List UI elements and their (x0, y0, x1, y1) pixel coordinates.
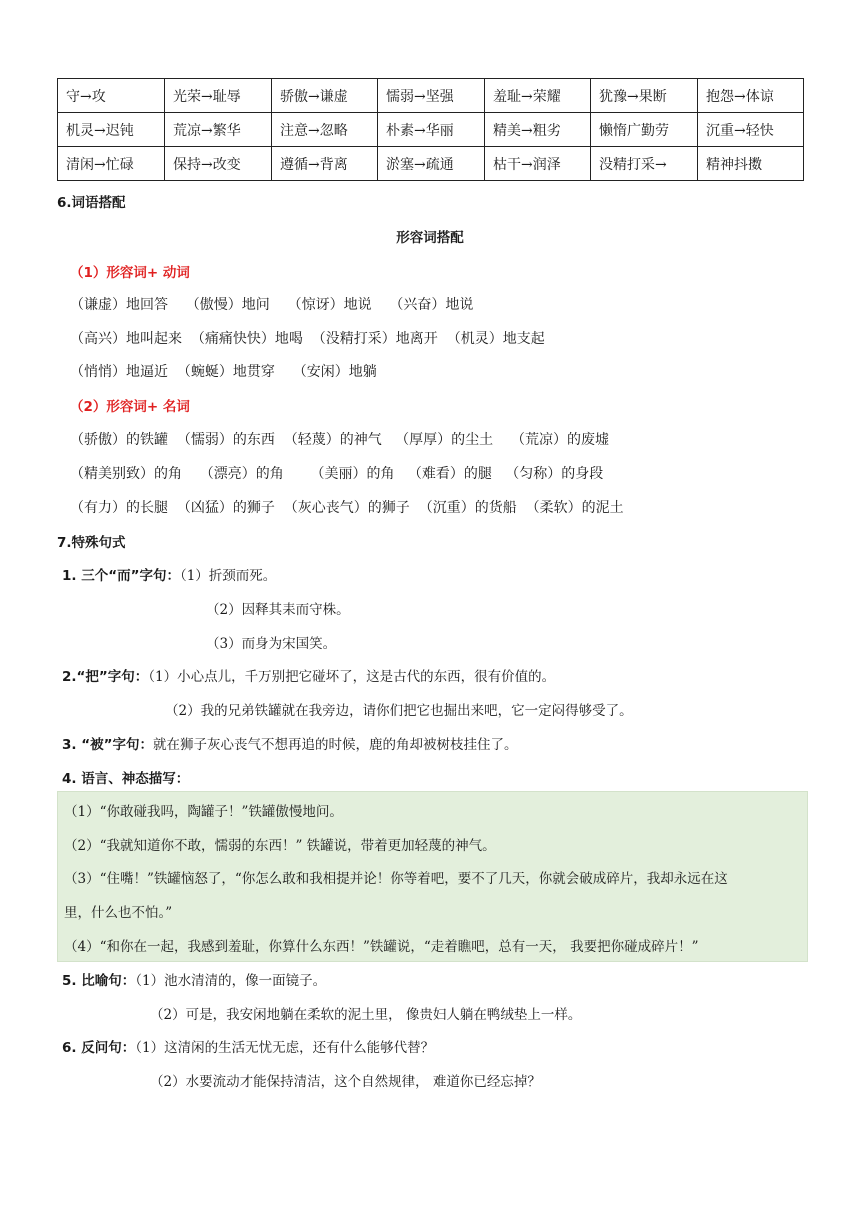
sentence-line (62, 733, 517, 753)
sentence-lead: 5. 比喻句： (62, 973, 136, 989)
text-line: （精美别致）的角 （漂亮）的角 （美丽）的角 （难看）的腿 （匀称）的身段 (70, 466, 604, 482)
quote-line: （4）“和你在一起，我感到羞耻，你算什么东西！”铁罐说，“走着瞧吧，总有一天， 我要把你碰成碎片！” (64, 939, 699, 955)
text-line: （有力）的长腿 （凶猛）的狮子 （灰心丧气）的狮子 （沉重）的货船 （柔软）的泥土 (70, 500, 624, 516)
sentence-line (150, 1070, 541, 1090)
sentence-lead: 2.“把”字句： (62, 669, 149, 685)
antonym-cell: 懦弱→坚强 (378, 79, 485, 113)
sentence-lead: 1. 三个“而”字句： (62, 568, 180, 584)
sentence-line (165, 699, 633, 719)
sentence-lead: 6. 反问句： (62, 1040, 136, 1056)
sentence-text: （2）因释其耒而守株。 (206, 602, 350, 618)
antonym-cell: 光荣→耻辱 (165, 79, 272, 113)
subheading: （1）形容词+ 动词 (70, 265, 190, 281)
sentence-line (150, 1003, 581, 1023)
sentence-line (62, 969, 326, 989)
text-line: （谦虚）地回答 （傲慢）地问 （惊讶）地说 （兴奋）地说 (70, 297, 474, 313)
antonym-cell: 懒惰⼴勤劳 (591, 113, 698, 147)
sentence-line (206, 632, 336, 652)
antonym-cell: 朴素→华丽 (378, 113, 485, 147)
quote-line: （2）“我就知道你不敢，懦弱的东西！” 铁罐说，带着更加轻蔑的神气。 (64, 838, 496, 854)
sentence-text: （2）我的兄弟铁罐就在我旁边，请你们把它也掘出来吧，它一定闷得够受了。 (165, 703, 633, 719)
text-line: （骄傲）的铁罐 （懦弱）的东西 （轻蔑）的神气 （厚厚）的尘土 （荒凉）的废墟 (70, 432, 609, 448)
antonym-cell: 没精打采→ (591, 147, 698, 181)
sentence-text: （2）可是，我安闲地躺在柔软的泥土里， 像贵妇人躺在鸭绒垫上一样。 (150, 1007, 582, 1023)
sentence-text: （1）折颈而死。 (179, 568, 277, 584)
quote-line: 里，什么也不怕。” (64, 905, 173, 921)
sentence-line (62, 665, 555, 685)
antonym-cell: 注意→忽略 (272, 113, 378, 147)
sentence-text: （2）水要流动才能保持清洁，这个自然规律， 难道你已经忘掉？ (150, 1074, 541, 1090)
section-title: 形容词搭配 (396, 230, 464, 246)
section-heading: 7.特殊句式 (57, 535, 126, 551)
sentence-line (62, 1036, 434, 1056)
antonym-cell: 抱怨→体谅 (698, 79, 804, 113)
sentence-lead: 4. 语言、神态描写： (62, 771, 190, 787)
antonym-cell: 守→攻 (58, 79, 165, 113)
sentence-line (62, 564, 276, 584)
antonym-cell: 保持→改变 (165, 147, 272, 181)
sentence-text: （3）而身为宋国笑。 (206, 636, 337, 652)
sentence-text: （1）小心点儿，千万别把它碰坏了，这是古代的东西，很有价值的。 (148, 669, 556, 685)
antonym-table (57, 78, 804, 181)
antonym-cell: 精美→粗劣 (485, 113, 591, 147)
sentence-line (62, 767, 189, 787)
antonym-cell: 犹豫→果断 (591, 79, 698, 113)
quote-line: （1）“你敢碰我吗，陶罐子！”铁罐傲慢地问。 (64, 804, 343, 820)
antonym-cell: 羞耻→荣耀 (485, 79, 591, 113)
table-row (58, 147, 804, 181)
text-line: （悄悄）地逼近 （蜿蜒）地贯穿 （安闲）地躺 (70, 364, 377, 380)
antonym-cell: 清闲→忙碌 (58, 147, 165, 181)
sentence-line (206, 598, 350, 618)
sentence-text: 就在狮子灰心丧气不想再追的时候，鹿的角却被树枝挂住了。 (152, 737, 518, 753)
antonym-cell: 机灵→迟钝 (58, 113, 165, 147)
antonym-cell: 枯干→润泽 (485, 147, 591, 181)
sentence-lead: 3. “被”字句： (62, 737, 153, 753)
table-row (58, 79, 804, 113)
subheading: （2）形容词+ 名词 (70, 399, 190, 415)
section-heading: 6.词语搭配 (57, 195, 126, 211)
text-line: （高兴）地叫起来 （痛痛快快）地喝 （没精打采）地离开 （机灵）地支起 (70, 331, 545, 347)
sentence-text: （1）这清闲的生活无忧无虑，还有什么能够代替？ (135, 1040, 435, 1056)
antonym-cell: 精神抖擞 (698, 147, 804, 181)
antonym-cell: 骄傲→谦虚 (272, 79, 378, 113)
table-row (58, 113, 804, 147)
antonym-cell: 荒凉→繁华 (165, 113, 272, 147)
antonym-cell: 淤塞→疏通 (378, 147, 485, 181)
sentence-text: （1）池水清清的，像一面镜子。 (135, 973, 327, 989)
quote-line: （3）“住嘴！”铁罐恼怒了，“你怎么敢和我相提并论！你等着吧，要不了几天，你就会破成碎片，我却永远在这 (64, 871, 728, 887)
antonym-cell: 沉重→轻快 (698, 113, 804, 147)
antonym-cell: 遵循→背离 (272, 147, 378, 181)
